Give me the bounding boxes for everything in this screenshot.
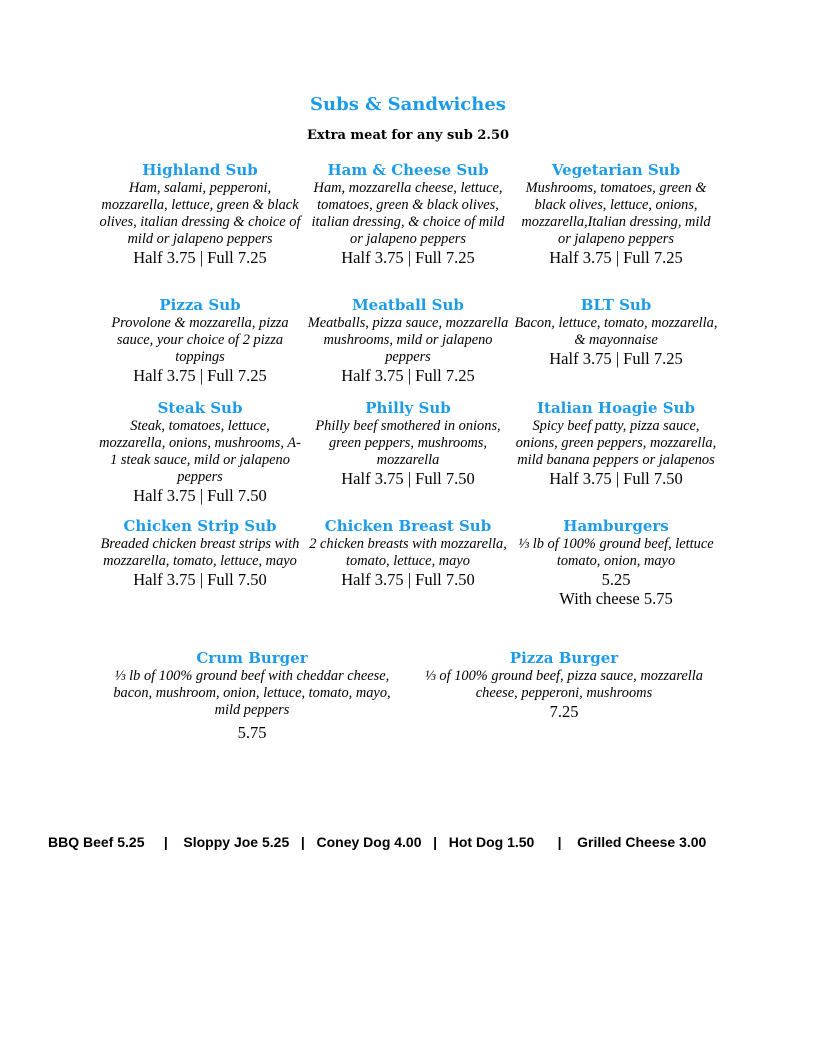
item-name: Ham & Cheese Sub (327, 161, 489, 179)
item-name: Chicken Strip Sub (123, 517, 277, 535)
item-description: Philly beef smothered in onions, green peppers, mushrooms, mozzarella (315, 418, 501, 468)
menu-item-italian-hoagie-sub (514, 399, 718, 488)
item-description: Breaded chicken breast strips with mozzarella, tomato, lettuce, mayo (100, 536, 300, 569)
item-name: Chicken Breast Sub (324, 517, 492, 535)
item-price: Half 3.75 | Full 7.50 (133, 570, 267, 589)
menu-item-pizza-burger (419, 649, 709, 721)
item-name: Highland Sub (142, 161, 258, 179)
item-description: ⅓ of 100% ground beef, pizza sauce, mozzarella cheese, pepperoni, mushrooms (425, 668, 703, 701)
item-price: 5.75 (237, 723, 267, 742)
item-name: BLT Sub (580, 296, 652, 314)
menu-item-chicken-strip-sub (98, 517, 302, 589)
item-description: Mushrooms, tomatoes, green & black olives, lettuce, onions, mozzarella,Italian dressing, mild or jalapeno peppers (521, 180, 711, 247)
item-description: ⅓ lb of 100% ground beef with cheddar cheese, bacon, mushroom, onion, lettuce, tomato, mayo, mild peppers (113, 668, 391, 718)
item-description: Ham, salami, pepperoni, mozzarella, lettuce, green & black olives, italian dressing & choice of mild or jalapeno peppers (99, 180, 301, 247)
item-price: 7.25 (549, 702, 579, 721)
item-description: Steak, tomatoes, lettuce, mozzarella, onions, mushrooms, A-1 steak sauce, mild or jalapeno peppers (99, 418, 301, 485)
item-name: Meatball Sub (352, 296, 464, 314)
item-description: Spicy beef patty, pizza sauce, onions, green peppers, mozzarella, mild banana peppers or jalapenos (515, 418, 717, 468)
item-price: Half 3.75 | Full 7.25 (341, 248, 475, 267)
item-name: Crum Burger (196, 649, 308, 667)
item-price: Half 3.75 | Full 7.50 (549, 469, 683, 488)
menu-title: Subs & Sandwiches (310, 94, 506, 115)
item-price: 5.25 (601, 570, 631, 589)
menu-item-philly-sub (306, 399, 510, 488)
item-price: Half 3.75 | Full 7.50 (133, 486, 267, 505)
item-name: Vegetarian Sub (551, 161, 681, 179)
item-price-with-cheese: With cheese 5.75 (559, 589, 673, 608)
item-name: Hamburgers (563, 517, 669, 535)
menu-subtitle: Extra meat for any sub 2.50 (306, 128, 510, 143)
item-description: Meatballs, pizza sauce, mozzarella mushrooms, mild or jalapeno peppers (307, 315, 509, 365)
menu-item-highland-sub (98, 161, 302, 267)
menu-item-ham-cheese-sub (306, 161, 510, 267)
item-price: Half 3.75 | Full 7.25 (341, 366, 475, 385)
menu-item-chicken-breast-sub (306, 517, 510, 589)
item-price: Half 3.75 | Full 7.50 (341, 469, 475, 488)
menu-item-hamburgers (514, 517, 718, 608)
menu-item-vegetarian-sub (514, 161, 718, 267)
extras-price-line: BBQ Beef 5.25 | Sloppy Joe 5.25 | Coney Dog 4.00 | Hot Dog 1.50 | Grilled Cheese 3.00 (48, 834, 707, 850)
menu-item-meatball-sub (306, 296, 510, 385)
item-name: Italian Hoagie Sub (537, 399, 695, 417)
item-price: Half 3.75 | Full 7.25 (133, 248, 267, 267)
menu-item-steak-sub (98, 399, 302, 505)
item-price: Half 3.75 | Full 7.50 (341, 570, 475, 589)
item-description: Bacon, lettuce, tomato, mozzarella, & mayonnaise (514, 315, 718, 348)
item-description: ⅓ lb of 100% ground beef, lettuce tomato, onion, mayo (518, 536, 714, 569)
menu-item-blt-sub (514, 296, 718, 368)
item-name: Philly Sub (365, 399, 451, 417)
item-price: Half 3.75 | Full 7.25 (549, 248, 683, 267)
item-description: Ham, mozzarella cheese, lettuce, tomatoes, green & black olives, italian dressing, & choice of mild or jalapeno peppers (311, 180, 505, 247)
menu-item-crum-burger (107, 649, 397, 742)
item-description: Provolone & mozzarella, pizza sauce, your choice of 2 pizza toppings (111, 315, 289, 365)
item-description: 2 chicken breasts with mozzarella, tomato, lettuce, mayo (309, 536, 507, 569)
item-price: Half 3.75 | Full 7.25 (549, 349, 683, 368)
item-name: Pizza Burger (509, 649, 619, 667)
item-price: Half 3.75 | Full 7.25 (133, 366, 267, 385)
item-name: Pizza Sub (159, 296, 241, 314)
item-name: Steak Sub (157, 399, 243, 417)
menu-item-pizza-sub (98, 296, 302, 385)
